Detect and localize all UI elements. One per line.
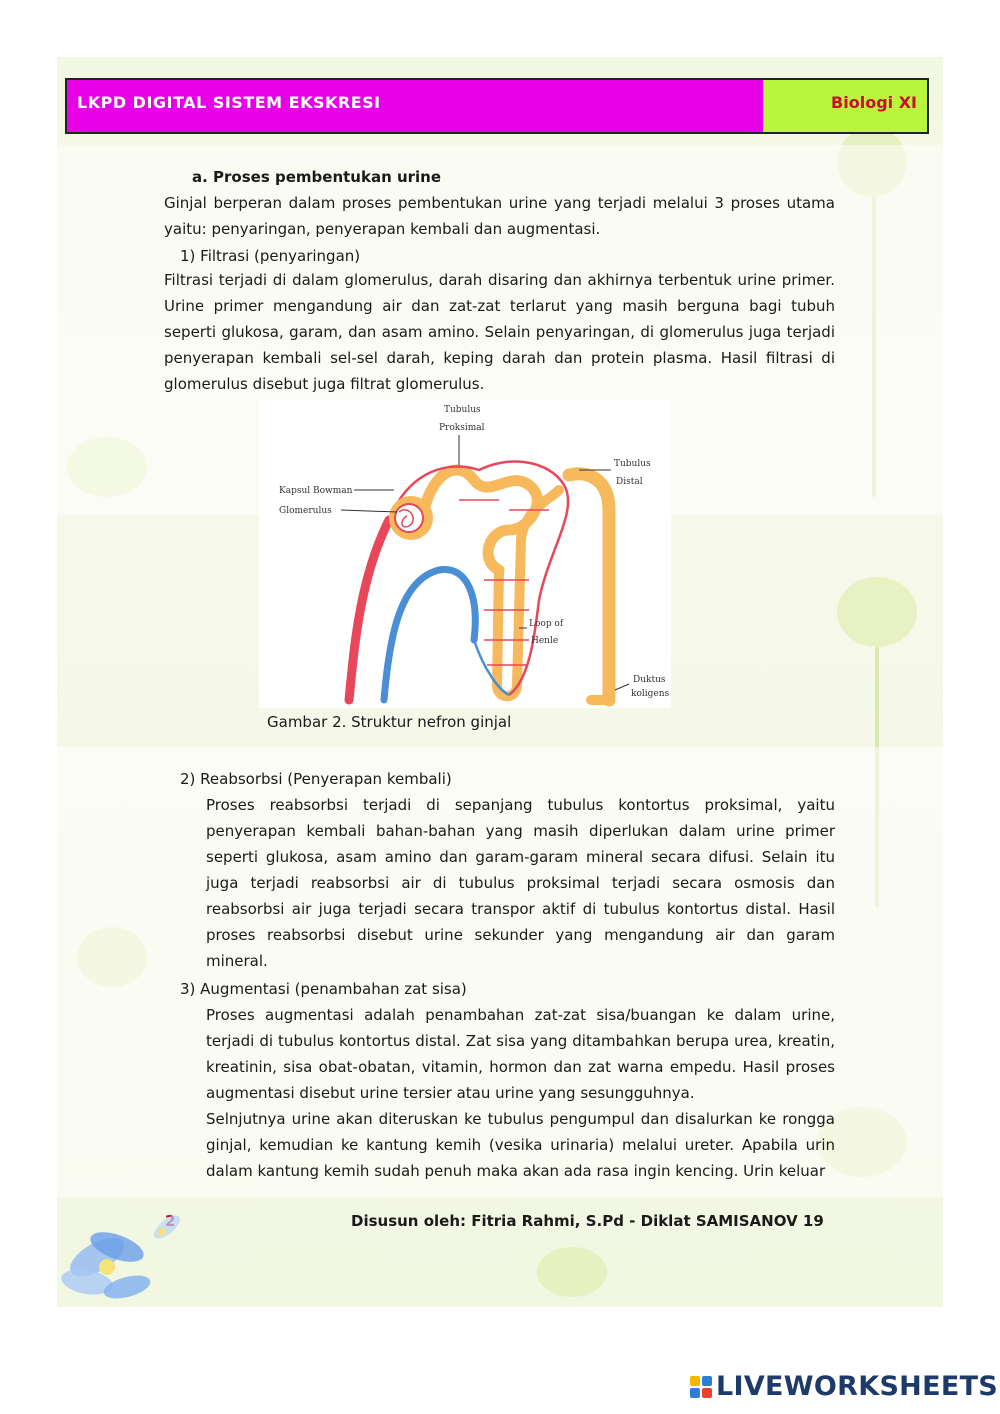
worksheet-page <box>57 57 943 1307</box>
artery-shape <box>349 520 389 700</box>
step2-body: Proses reabsorbsi terjadi di sepanjang tubulus kontortus proksimal, yaitu penyerapan kembali bahan-bahan yang masih diperlukan dalam urine primer seperti glukosa, asam amino dan garam-garam mineral secara difusi. Selain itu juga terjadi reabsorbsi air di tubulus proksimal terjadi secara osmosis dan reabsorbsi air juga terjadi secara transpor aktif di tubulus kontortus distal. Hasil proses reabsorbsi disebut urine sekunder yang mengandung air dan garam mineral. <box>206 796 835 970</box>
step3-body-continued: Selnjutnya urine akan diteruskan ke tubulus pengumpul dan disalurkan ke rongga ginjal, kemudian ke kantung kemih (vesika urinaria) melalui ureter. Apabila urin dalam kantung kemih sudah penuh maka akan ada rasa ingin kencing. Urin keluar <box>206 1110 835 1180</box>
label-pointer <box>615 684 629 690</box>
label-loop-henle: Loop of <box>529 619 564 629</box>
label-tubulus-proksimal: Tubulus <box>444 405 481 415</box>
step3-body: Proses augmentasi adalah penambahan zat-zat sisa/buangan ke dalam urine, terjadi di tubulus kontortus distal. Zat sisa yang ditambahkan berupa urea, kreatin, kreatinin, sisa obat-obatan, vitamin, hormon dan zat warna empedu. Hasil proses augmentasi disebut urine tersier atau urine yang sesungguhnya. <box>206 1006 835 1102</box>
label-duktus-koligens: koligens <box>631 689 670 699</box>
label-duktus-koligens: Duktus <box>633 675 666 685</box>
label-loop-henle: Henle <box>531 636 559 646</box>
bg-decoration <box>837 577 917 647</box>
footer-author: Disusun oleh: Fitria Rahmi, S.Pd - Diklat SAMISANOV 19 <box>351 1212 824 1230</box>
nephron-figure <box>259 400 671 708</box>
flower-petal <box>101 1271 153 1303</box>
flower-center <box>99 1259 115 1275</box>
header-subject: Biologi XI <box>763 80 927 132</box>
glomerulus-shape <box>395 504 423 532</box>
bg-decoration <box>537 1247 607 1297</box>
liveworksheets-logo-icon <box>690 1376 712 1398</box>
capillary-shape <box>474 640 509 695</box>
vein-shape <box>384 570 475 700</box>
figure-caption: Gambar 2. Struktur nefron ginjal <box>267 713 512 731</box>
label-kapsul-bowman: Kapsul Bowman <box>279 486 353 496</box>
flower-petal <box>150 1211 184 1242</box>
header-bar <box>65 78 929 134</box>
label-glomerulus: Glomerulus <box>279 506 332 516</box>
step2-heading: 2) Reabsorbsi (Penyerapan kembali) <box>180 770 452 788</box>
liveworksheets-logo-text: LIVEWORKSHEETS <box>716 1371 999 1402</box>
nephron-diagram <box>259 400 671 708</box>
label-pointer <box>341 510 397 512</box>
label-tubulus-distal: Tubulus <box>614 459 651 469</box>
step1-body: Filtrasi terjadi di dalam glomerulus, darah disaring dan akhirnya terbentuk urine primer. Urine primer mengandung air dan zat-zat terlarut yang masih berguna bagi tubuh seperti glukosa, garam, dan asam amino. Selain penyaringan, di glomerulus juga terjadi penyerapan kembali sel-sel darah, keping darah dan protein plasma. Hasil filtrasi di glomerulus disebut juga filtrat glomerulus. <box>164 271 835 393</box>
label-tubulus-proksimal: Proksimal <box>439 423 485 433</box>
liveworksheets-logo[interactable] <box>690 1371 998 1402</box>
collecting-duct-shape <box>569 474 609 700</box>
label-tubulus-distal: Distal <box>616 477 643 487</box>
section-intro: Ginjal berperan dalam proses pembentukan urine yang terjadi melalui 3 proses utama yaitu: penyaringan, penyerapan kembali dan augmentasi. <box>164 194 835 238</box>
step1-heading: 1) Filtrasi (penyaringan) <box>180 247 361 265</box>
flower-center <box>158 1228 166 1236</box>
step3-heading: 3) Augmentasi (penambahan zat sisa) <box>180 980 467 998</box>
flower-decoration-icon <box>57 1187 207 1307</box>
section-heading: a. Proses pembentukan urine <box>192 168 442 186</box>
header-title: LKPD DIGITAL SISTEM EKSKRESI <box>67 80 763 132</box>
